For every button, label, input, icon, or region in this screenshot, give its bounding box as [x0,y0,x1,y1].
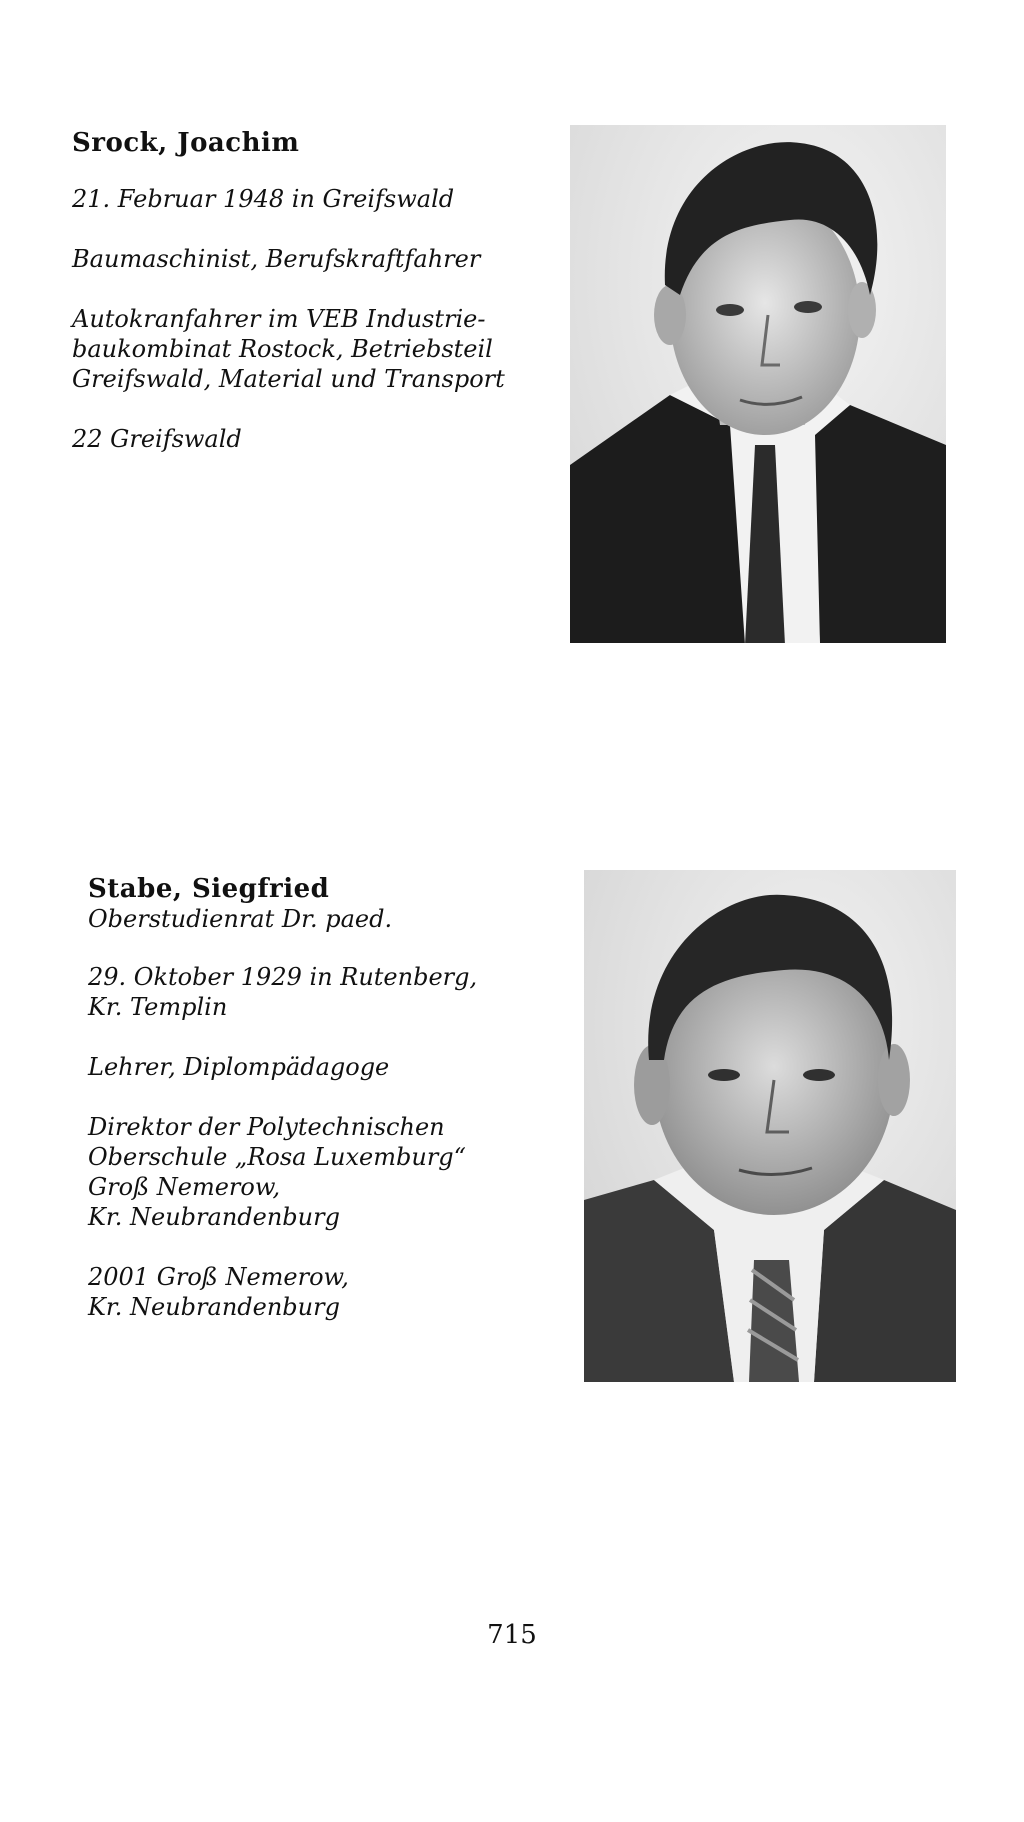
workplace-line: Oberschule „Rosa Luxemburg“ [88,1143,466,1171]
workplace-line: Groß Nemerow, [88,1173,281,1201]
academic-title-line: Oberstudienrat Dr. paed. [88,905,393,933]
workplace-line: baukombinat Rostock, Betriebsteil [72,335,493,363]
page-number: 715 [487,1620,537,1650]
birth-line: 21. Februar 1948 in Greifswald [72,185,455,213]
portrait-photo-stabe [584,870,956,1382]
workplace-line: Greifswald, Material und Transport [72,365,505,393]
portrait-photo-icon [570,125,946,643]
workplace-line: Direktor der Polytechnischen [88,1113,445,1141]
birth-line: Kr. Templin [88,993,228,1021]
address-line: 22 Greifswald [72,425,242,453]
entry-stabe-text [88,874,508,1322]
workplace-line: Autokranfahrer im VEB Industrie- [72,305,486,333]
entry-srock-text [72,128,505,454]
profession-line: Lehrer, Diplompädagoge [88,1053,390,1081]
workplace-line: Kr. Neubrandenburg [88,1203,340,1231]
portrait-photo-srock [570,125,946,643]
portrait-photo-icon [584,870,956,1382]
address-line: Kr. Neubrandenburg [88,1293,340,1321]
entry-name: Stabe, Siegfried [88,874,330,904]
entry-name: Srock, Joachim [72,128,300,158]
profession-line: Baumaschinist, Berufskraftfahrer [72,245,481,273]
birth-line: 29. Oktober 1929 in Rutenberg, [88,963,478,991]
address-line: 2001 Groß Nemerow, [88,1263,349,1291]
